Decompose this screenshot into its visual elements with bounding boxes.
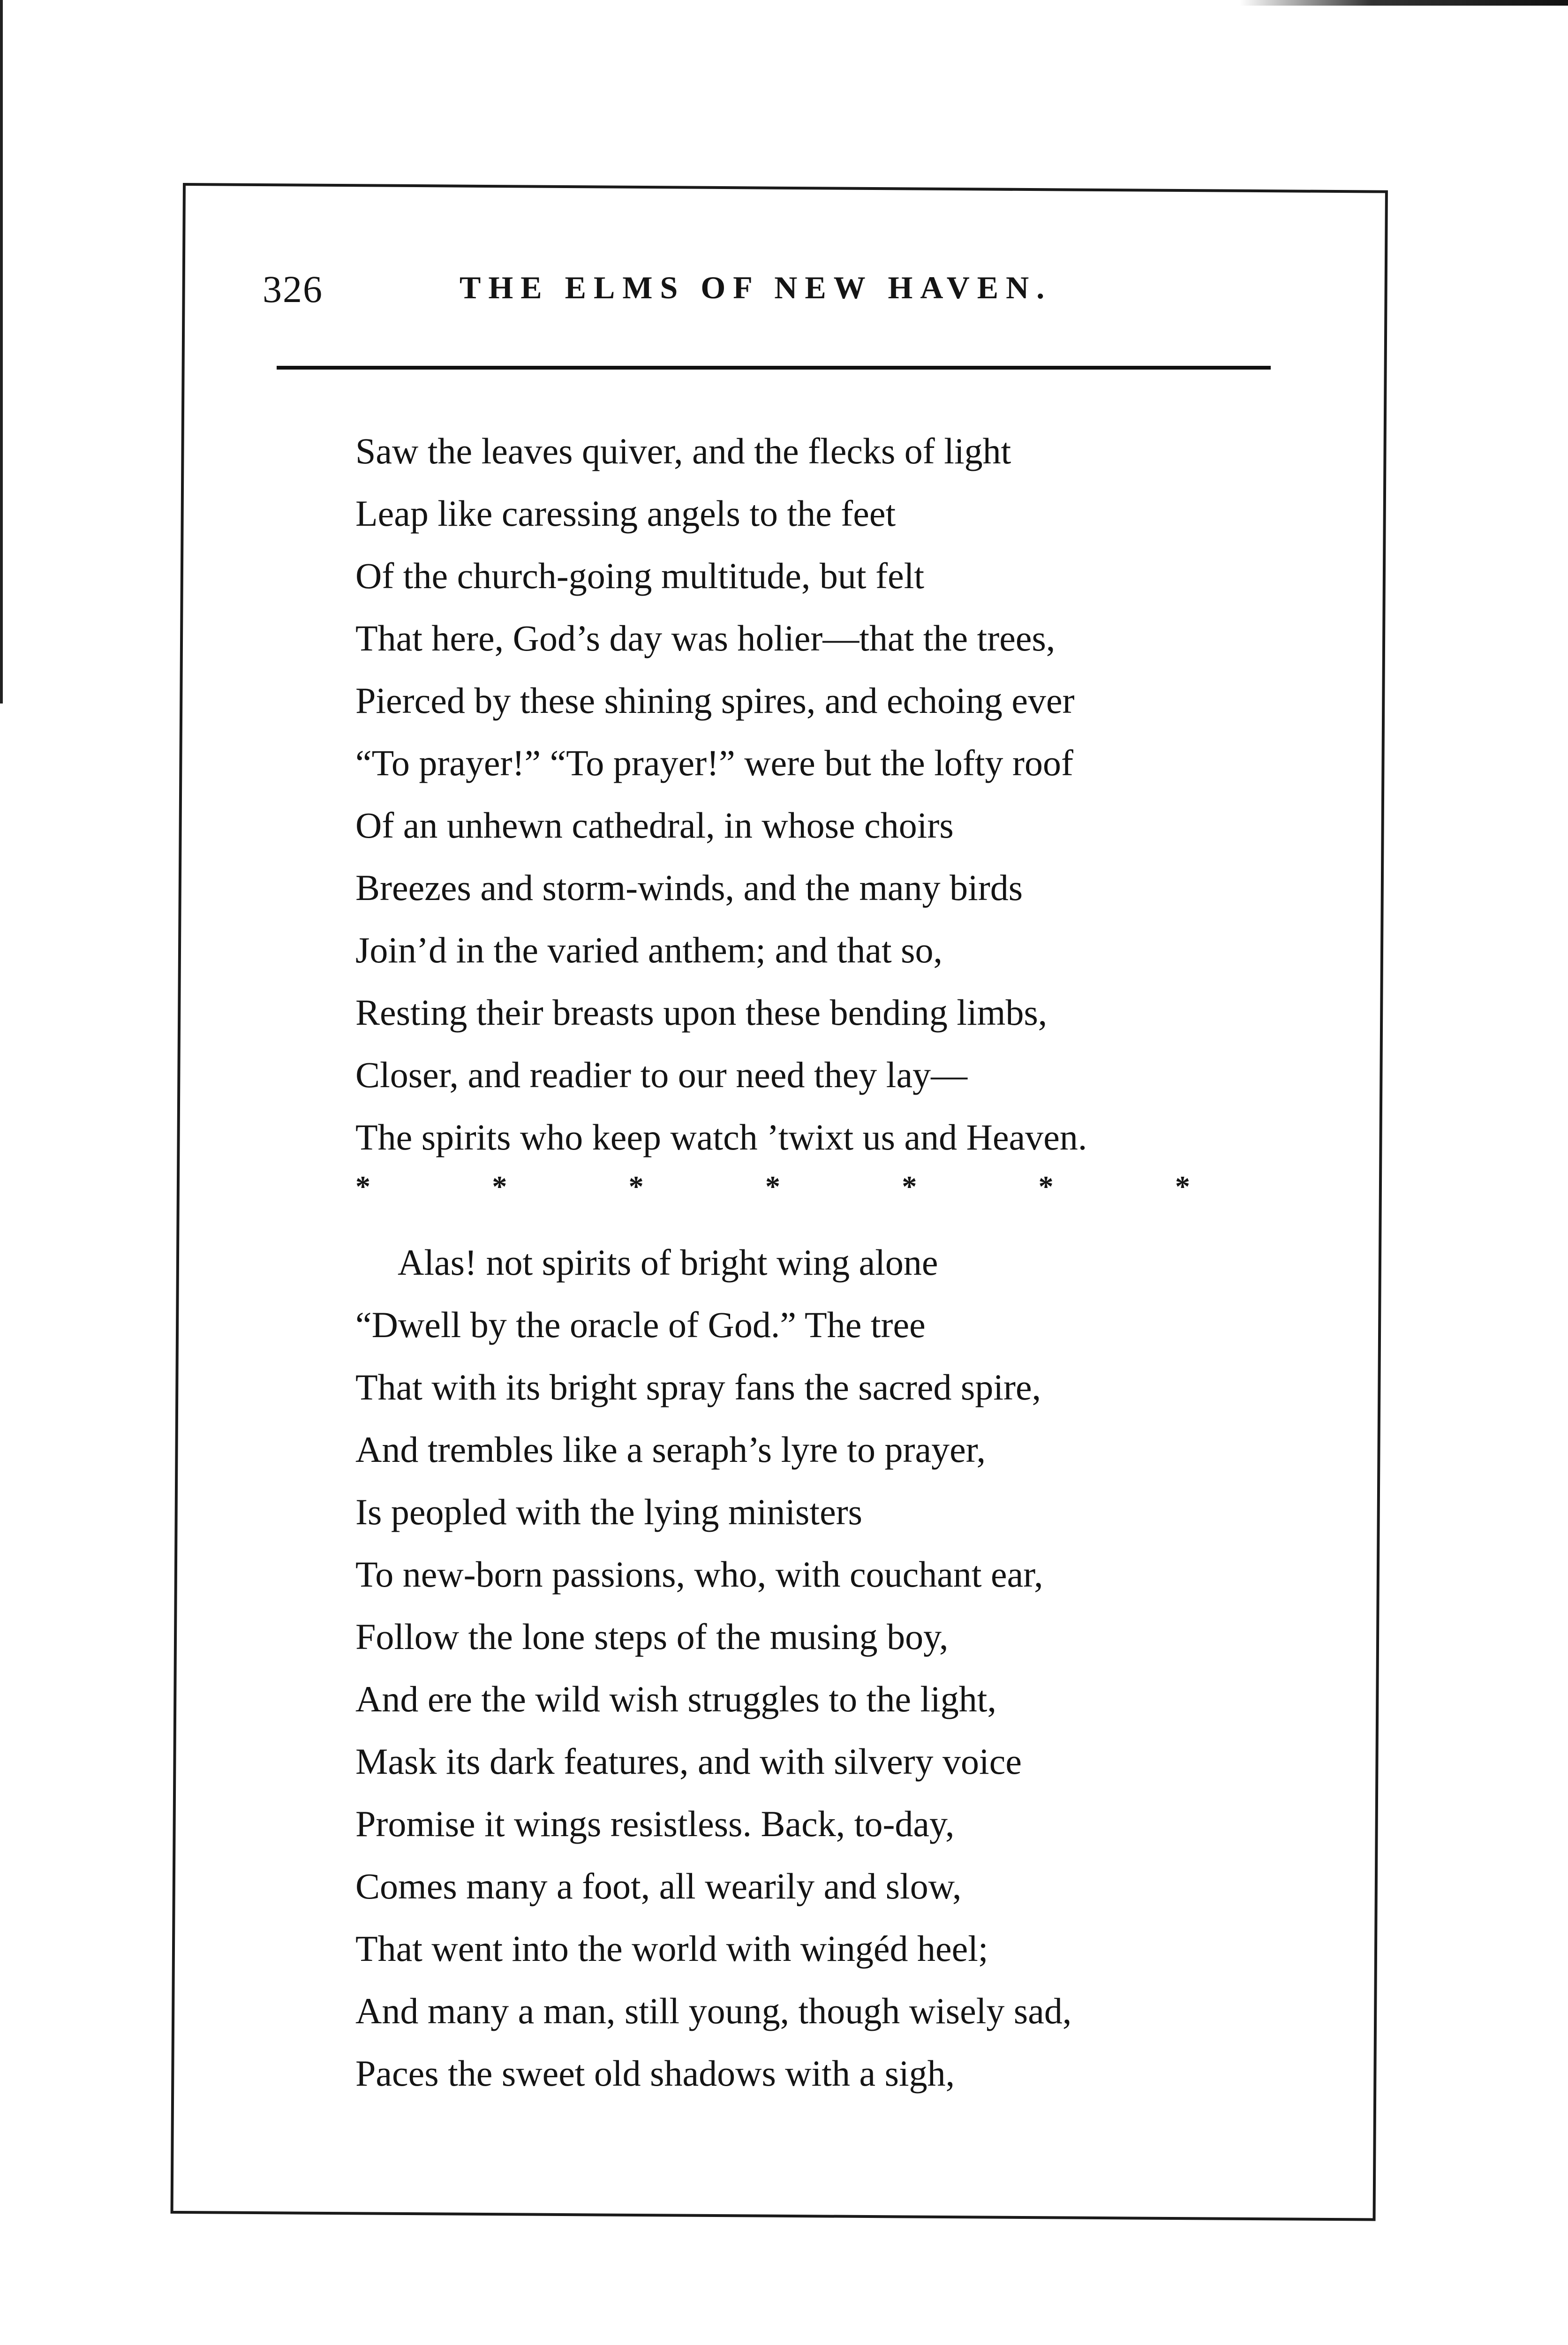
poem-line: Paces the sweet old shadows with a sigh, [355,2053,955,2094]
poem-line: Resting their breasts upon these bending limbs, [355,992,1048,1033]
running-title: THE ELMS OF NEW HAVEN. [460,270,1052,305]
ornament-star: * [765,1170,780,1203]
scan-edge-top [1240,0,1568,6]
poem-line: Mask its dark features, and with silvery voice [355,1741,1022,1782]
poem-line: Saw the leaves quiver, and the flecks of light [355,431,1011,471]
ornament-star: * [492,1170,507,1203]
page-number: 326 [263,268,323,310]
poem-line: That went into the world with wingéd heel; [355,1928,988,1969]
running-head [263,267,1275,319]
poem-line: Pierced by these shining spires, and echoing ever [355,680,1075,721]
poem-line: And many a man, still young, though wisely sad, [355,1990,1072,2031]
poem-line: Comes many a foot, all wearily and slow, [355,1866,962,1906]
section-ornament [355,1172,1190,1201]
poem-line: Of an unhewn cathedral, in whose choirs [355,805,954,846]
poem-line: That with its bright spray fans the sacred spire, [355,1367,1041,1407]
ornament-star: * [1175,1170,1190,1203]
poem-line: And ere the wild wish struggles to the light, [355,1679,996,1719]
stanza-2 [355,1231,1293,2104]
poem-line: Of the church-going multitude, but felt [355,555,925,596]
poem-line: Join’d in the varied anthem; and that so, [355,930,943,970]
ornament-star: * [902,1170,917,1203]
poem-line: To new-born passions, who, with couchant ear, [355,1554,1043,1595]
poem-line: Promise it wings resistless. Back, to-day, [355,1803,955,1844]
ornament-star: * [628,1170,644,1203]
ornament-star: * [355,1170,370,1203]
poem-line: The spirits who keep watch ’twixt us and Heaven. [355,1117,1087,1157]
poem-line: Breezes and storm-winds, and the many birds [355,867,1023,908]
poem-line: Alas! not spirits of bright wing alone [398,1242,938,1283]
poem-line: Is peopled with the lying ministers [355,1491,863,1532]
scan-edge-left [0,0,3,704]
poem-line: And trembles like a seraph’s lyre to prayer, [355,1429,986,1470]
stanza-1 [355,420,1293,1168]
poem-line: Follow the lone steps of the musing boy, [355,1616,949,1657]
poem-line: That here, God’s day was holier—that the trees, [355,618,1055,658]
poem-line: Leap like caressing angels to the feet [355,493,896,534]
ornament-star: * [1038,1170,1054,1203]
poem-line: “To prayer!” “To prayer!” were but the lofty roof [355,742,1073,783]
poem-line: “Dwell by the oracle of God.” The tree [355,1304,926,1345]
poem-line: Closer, and readier to our need they lay— [355,1054,968,1095]
header-rule [277,366,1271,370]
